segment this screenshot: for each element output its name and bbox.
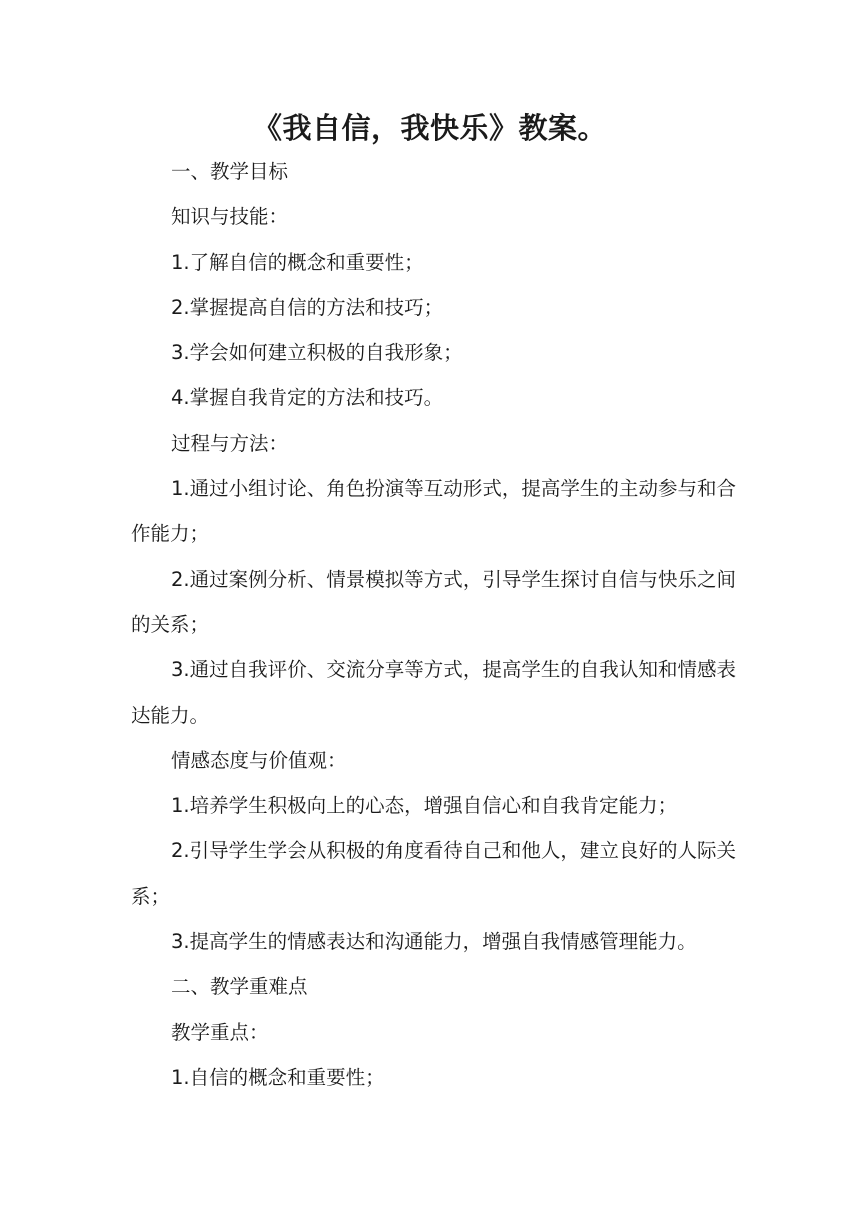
- paragraph: 3.提高学生的情感表达和沟通能力，增强自我情感管理能力。: [171, 930, 697, 954]
- paragraph: 3.学会如何建立积极的自我形象；: [171, 341, 463, 365]
- subheading-knowledge-skills: 知识与技能：: [171, 205, 289, 229]
- paragraph: 2.掌握提高自信的方法和技巧；: [171, 295, 444, 319]
- paragraph: 1.培养学生积极向上的心态，增强自信心和自我肯定能力；: [171, 794, 678, 818]
- paragraph: 2.引导学生学会从积极的角度看待自己和他人，建立良好的人际关系；: [131, 839, 736, 908]
- paragraph: 4.掌握自我肯定的方法和技巧。: [171, 386, 444, 410]
- document-body: [131, 149, 736, 1100]
- paragraph: 1.通过小组讨论、角色扮演等互动形式，提高学生的主动参与和合作能力；: [131, 477, 736, 546]
- document-title: 《我自信，我快乐》教案。: [252, 111, 607, 145]
- section-heading-objectives: 一、教学目标: [171, 160, 289, 183]
- subheading-process-methods: 过程与方法：: [171, 431, 289, 455]
- paragraph: 3.通过自我评价、交流分享等方式，提高学生的自我认知和情感表达能力。: [131, 658, 736, 727]
- subheading-teaching-focus: 教学重点：: [171, 1020, 269, 1044]
- paragraph: 1.了解自信的概念和重要性；: [171, 250, 424, 274]
- paragraph: 1.自信的概念和重要性；: [171, 1065, 385, 1089]
- paragraph: 2.通过案例分析、情景模拟等方式，引导学生探讨自信与快乐之间的关系；: [131, 567, 736, 636]
- section-heading-key-points: 二、教学重难点: [171, 975, 308, 999]
- subheading-attitudes-values: 情感态度与价值观：: [171, 748, 347, 772]
